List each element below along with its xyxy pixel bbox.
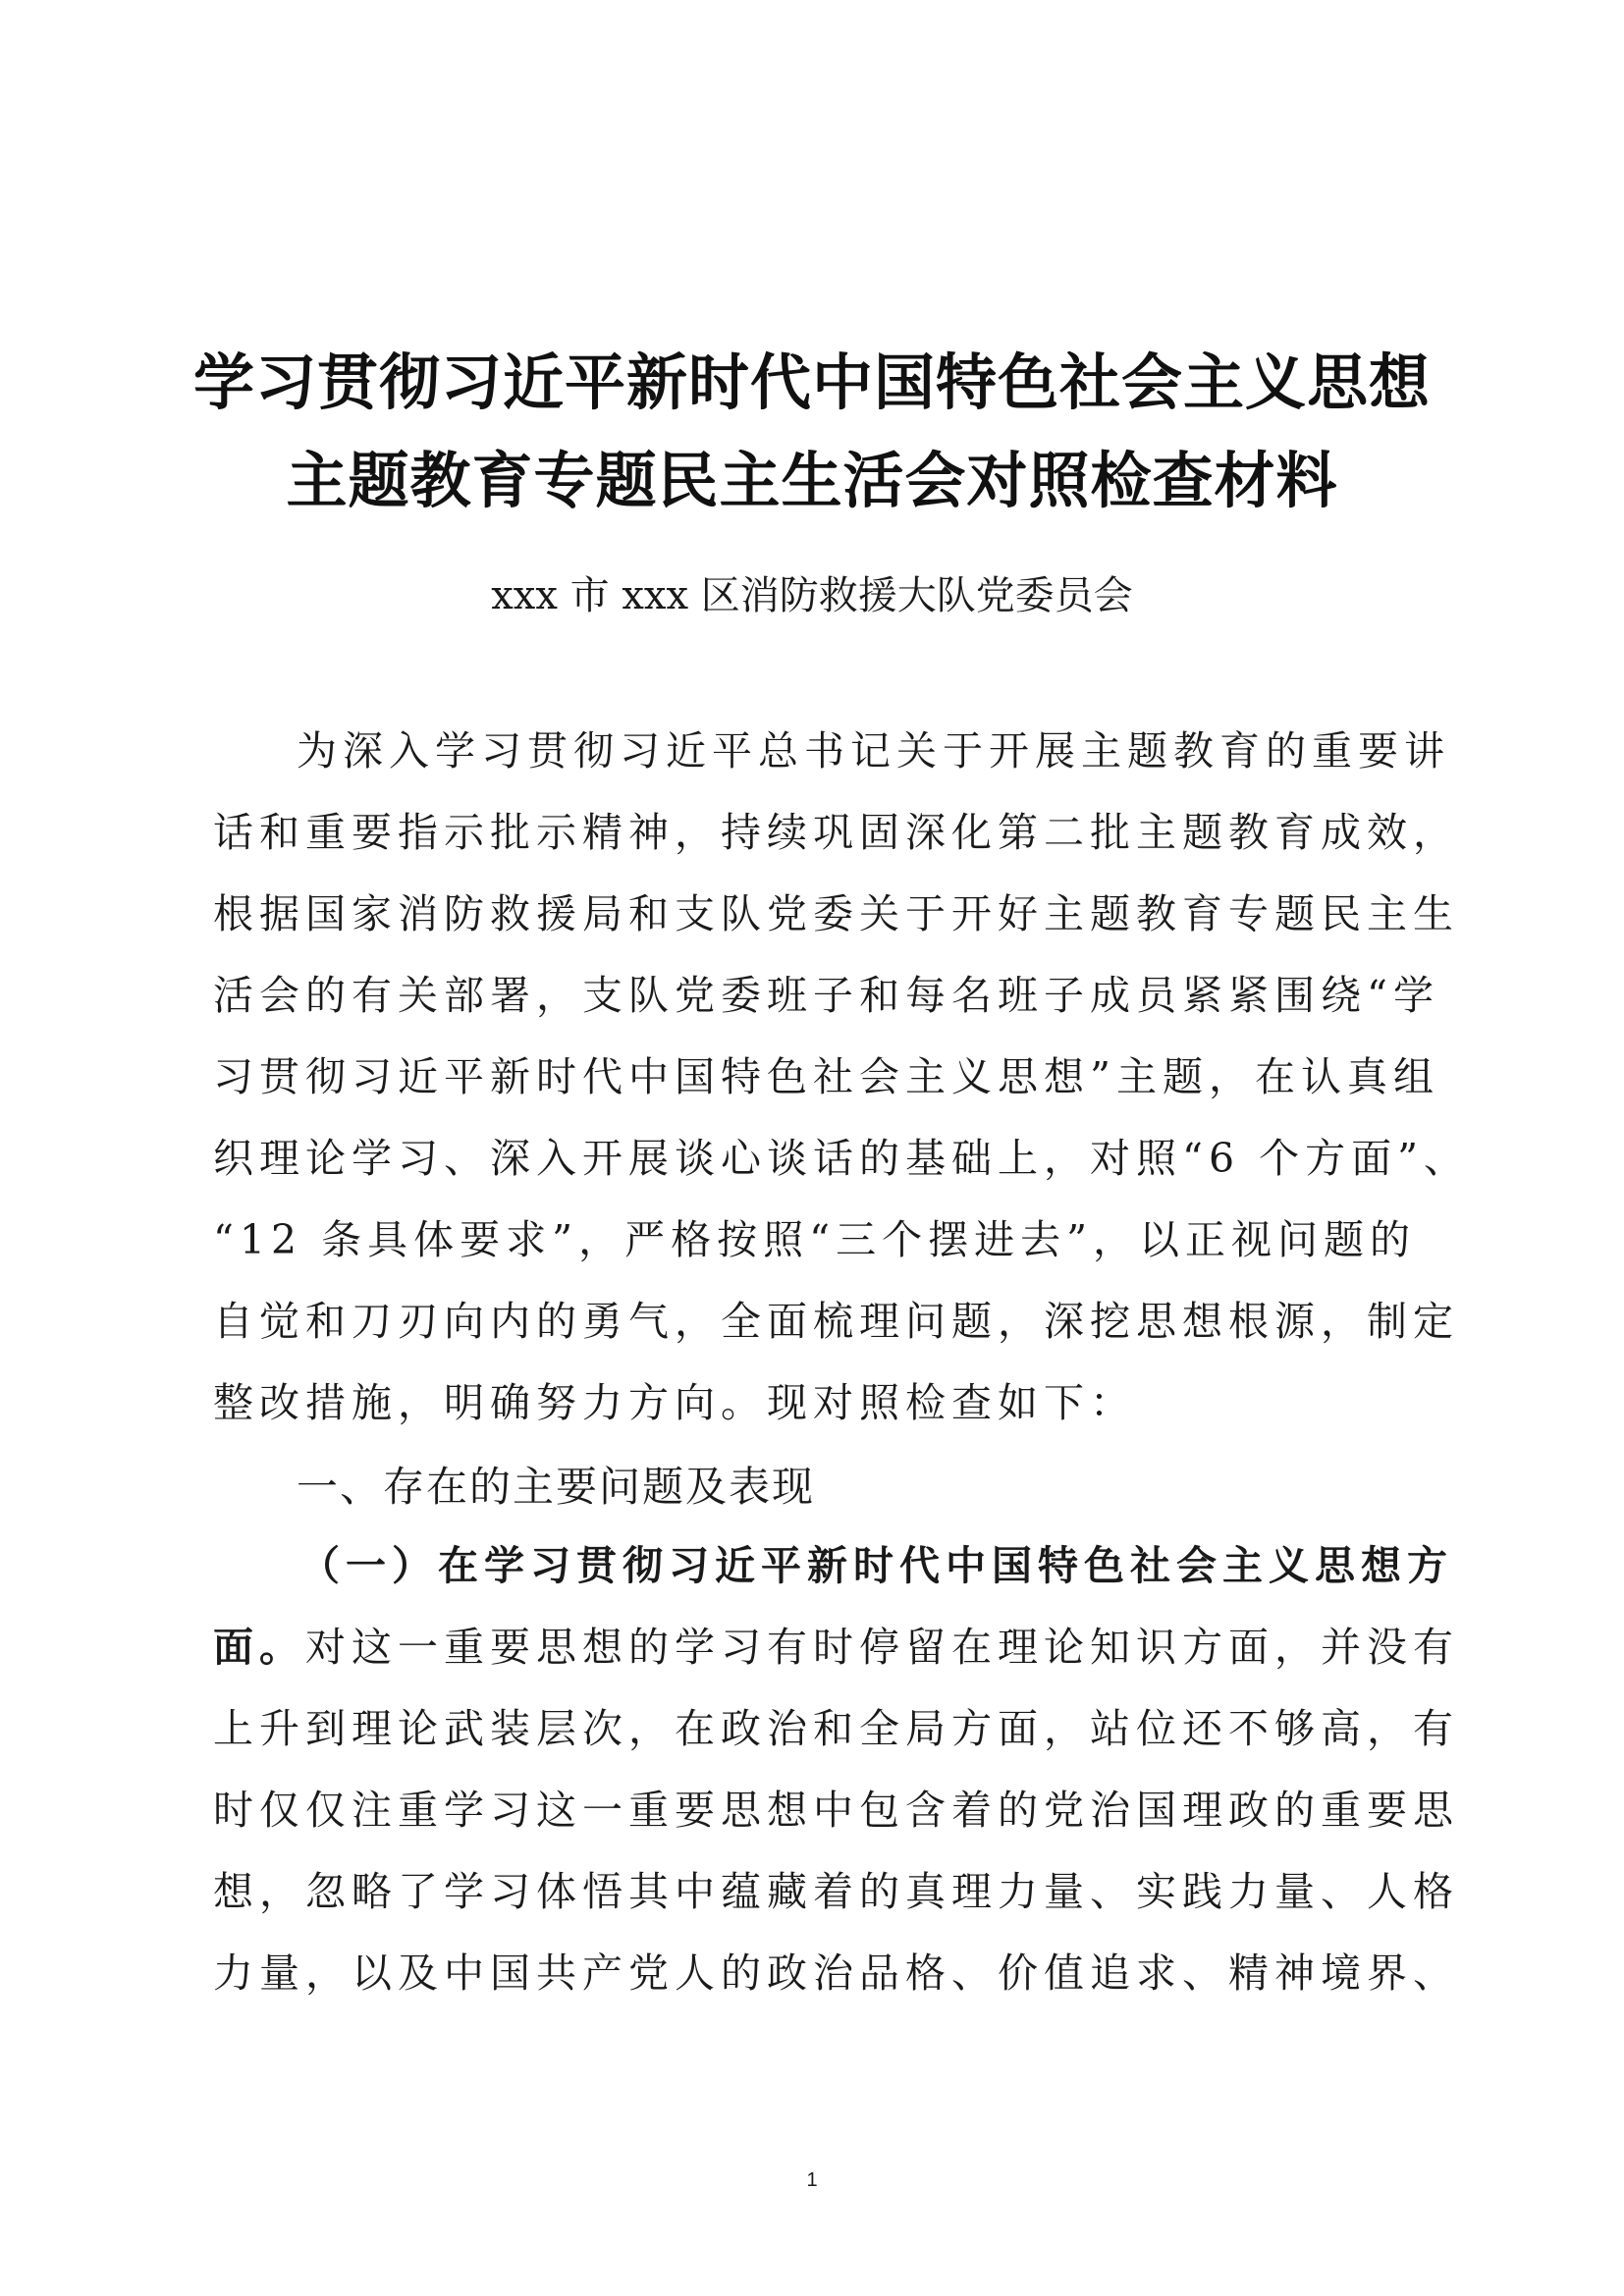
paragraph-line: 织理论学习、深入开展谈心谈话的基础上，对照“6 个方面”、 bbox=[213, 1135, 1471, 1182]
paragraph-line: 习贯彻习近平新时代中国特色社会主义思想”主题，在认真组 bbox=[213, 1053, 1439, 1100]
paragraph-line: 自觉和刀刃向内的勇气，全面梳理问题，深挖思想根源，制定 bbox=[213, 1298, 1459, 1345]
subsection-heading-end: 面。 bbox=[213, 1624, 305, 1671]
paragraph-line: 话和重要指示批示精神，持续巩固深化第二批主题教育成效， bbox=[213, 809, 1459, 856]
document-title-line-2: 主题教育专题民主生活会对照检查材料 bbox=[286, 445, 1338, 516]
document-title-line-1: 学习贯彻习近平新时代中国特色社会主义思想 bbox=[192, 347, 1431, 418]
subsection-heading: （一）在学习贯彻习近平新时代中国特色社会主义思想方 bbox=[299, 1542, 1453, 1589]
paragraph-line: 力量，以及中国共产党人的政治品格、价值追求、精神境界、 bbox=[213, 1949, 1459, 1997]
paragraph-line: 上升到理论武装层次，在政治和全局方面，站位还不够高，有 bbox=[213, 1705, 1459, 1752]
document-subtitle: xxx 市 xxx 区消防救援大队党委员会 bbox=[491, 573, 1133, 618]
paragraph-line bbox=[213, 1618, 1459, 1677]
paragraph-line: 想，忽略了学习体悟其中蕴藏着的真理力量、实践力量、人格 bbox=[213, 1868, 1459, 1915]
paragraph-line: 为深入学习贯彻习近平总书记关于开展主题教育的重要讲 bbox=[297, 727, 1450, 774]
paragraph-line: “12 条具体要求”，严格按照“三个摆进去”，以正视问题的 bbox=[213, 1216, 1417, 1263]
paragraph-line: 活会的有关部署，支队党委班子和每名班子成员紧紧围绕“学 bbox=[213, 972, 1439, 1019]
paragraph-line: 时仅仅注重学习这一重要思想中包含着的党治国理政的重要思 bbox=[213, 1787, 1459, 1834]
paragraph-line: 整改措施，明确努力方向。现对照检查如下： bbox=[213, 1379, 1136, 1426]
paragraph-line: 根据国家消防救援局和支队党委关于开好主题教育专题民主生 bbox=[213, 890, 1459, 937]
page-number: 1 bbox=[806, 2169, 818, 2191]
section-heading: 一、存在的主要问题及表现 bbox=[297, 1463, 816, 1511]
paragraph-line-rest: 对这一重要思想的学习有时停留在理论知识方面，并没有 bbox=[305, 1624, 1459, 1671]
